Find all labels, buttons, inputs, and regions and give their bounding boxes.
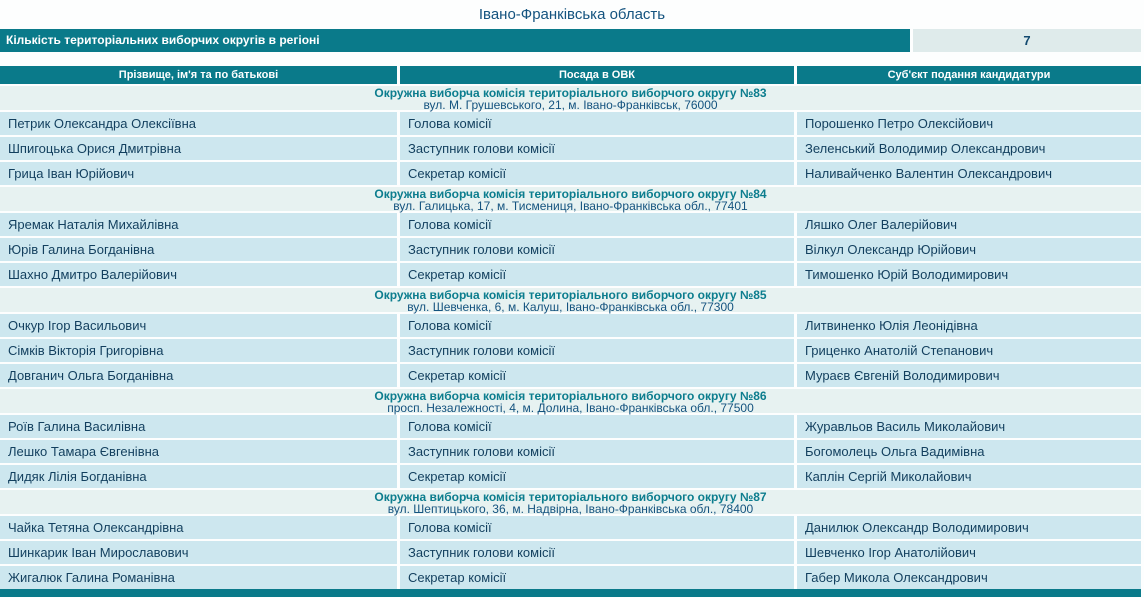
table-row: [0, 112, 1141, 135]
position-cell: Заступник голови комісії: [400, 541, 794, 564]
subject-cell: Богомолець Ольга Вадимівна: [797, 440, 1141, 463]
member-name-cell: Лешко Тамара Євгенівна: [0, 440, 397, 463]
district-address: вул. Шевченка, 6, м. Калуш, Івано-Франківська обл., 77300: [407, 300, 734, 314]
district-address: вул. М. Грушевського, 21, м. Івано-Франківськ, 76000: [423, 98, 718, 112]
member-name-cell: Шинкарик Іван Мирославович: [0, 541, 397, 564]
table-row: [0, 541, 1141, 564]
table-row: [0, 465, 1141, 488]
district-section: [0, 490, 1144, 589]
position-cell: Секретар комісії: [400, 364, 794, 387]
position-cell: Голова комісії: [400, 516, 794, 539]
position-cell: Заступник голови комісії: [400, 238, 794, 261]
member-name-cell: Петрик Олександра Олексіївна: [0, 112, 397, 135]
table-row: [0, 162, 1141, 185]
member-name-cell: Жигалюк Галина Романівна: [0, 566, 397, 589]
subject-cell: Гриценко Анатолій Степанович: [797, 339, 1141, 362]
position-cell: Заступник голови комісії: [400, 440, 794, 463]
position-cell: Голова комісії: [400, 112, 794, 135]
district-address: просп. Незалежності, 4, м. Долина, Івано-Франківська обл., 77500: [387, 401, 754, 415]
table-row: [0, 566, 1141, 589]
district-address: вул. Шептицького, 36, м. Надвірна, Івано-Франківська обл., 78400: [387, 502, 754, 516]
position-cell: Секретар комісії: [400, 465, 794, 488]
table-row: [0, 339, 1141, 362]
member-name-cell: Довганич Ольга Богданівна: [0, 364, 397, 387]
position-cell: Секретар комісії: [400, 263, 794, 286]
member-name-cell: Шпигоцька Орися Дмитрівна: [0, 137, 397, 160]
summary-bar: [0, 29, 1144, 52]
next-section-bar-partial: [0, 589, 1141, 597]
column-header-name: Прізвище, ім'я та по батькові: [0, 66, 397, 84]
summary-label: Кількість територіальних виборчих округів в регіоні: [0, 29, 910, 52]
district-section: [0, 86, 1144, 185]
page-title: Івано-Франківська область: [478, 6, 666, 23]
member-name-cell: Яремак Наталія Михайлівна: [0, 213, 397, 236]
district-title: Окружна виборча комісія територіального виборчого округу №87: [374, 490, 767, 504]
table-header-row: [0, 66, 1141, 84]
position-cell: Заступник голови комісії: [400, 137, 794, 160]
column-header-position: Посада в ОВК: [400, 66, 794, 84]
table-row: [0, 516, 1141, 539]
district-header: [0, 389, 1141, 413]
district-header: [0, 288, 1141, 312]
position-cell: Голова комісії: [400, 314, 794, 337]
district-section: [0, 288, 1144, 387]
member-name-cell: Сімків Вікторія Григорівна: [0, 339, 397, 362]
district-address: вул. Галицька, 17, м. Тисмениця, Івано-Франківська обл., 77401: [393, 199, 748, 213]
position-cell: Секретар комісії: [400, 162, 794, 185]
member-name-cell: Дидяк Лілія Богданівна: [0, 465, 397, 488]
member-name-cell: Чайка Тетяна Олександрівна: [0, 516, 397, 539]
subject-cell: Зеленський Володимир Олександрович: [797, 137, 1141, 160]
table-row: [0, 415, 1141, 438]
table-row: [0, 137, 1141, 160]
table-row: [0, 213, 1141, 236]
subject-cell: Порошенко Петро Олексійович: [797, 112, 1141, 135]
subject-cell: Тимошенко Юрій Володимирович: [797, 263, 1141, 286]
summary-value: 7: [913, 29, 1141, 52]
district-title: Окружна виборча комісія територіального виборчого округу №83: [374, 86, 767, 100]
district-section: [0, 389, 1144, 488]
table-row: [0, 440, 1141, 463]
table-row: [0, 263, 1141, 286]
district-title: Окружна виборча комісія територіального виборчого округу №85: [374, 288, 767, 302]
member-name-cell: Роїв Галина Василівна: [0, 415, 397, 438]
subject-cell: Данилюк Олександр Володимирович: [797, 516, 1141, 539]
table-row: [0, 314, 1141, 337]
district-title: Окружна виборча комісія територіального виборчого округу №84: [374, 187, 767, 201]
district-section: [0, 187, 1144, 286]
member-name-cell: Шахно Дмитро Валерійович: [0, 263, 397, 286]
subject-cell: Литвиненко Юлія Леонідівна: [797, 314, 1141, 337]
subject-cell: Мураєв Євгеній Володимирович: [797, 364, 1141, 387]
subject-cell: Габер Микола Олександрович: [797, 566, 1141, 589]
district-header: [0, 86, 1141, 110]
position-cell: Голова комісії: [400, 213, 794, 236]
subject-cell: Ляшко Олег Валерійович: [797, 213, 1141, 236]
member-name-cell: Очкур Ігор Васильович: [0, 314, 397, 337]
commission-table-body: [0, 86, 1144, 589]
district-header: [0, 187, 1141, 211]
subject-cell: Наливайченко Валентин Олександрович: [797, 162, 1141, 185]
district-title: Окружна виборча комісія територіального виборчого округу №86: [374, 389, 767, 403]
district-header: [0, 490, 1141, 514]
member-name-cell: Юрів Галина Богданівна: [0, 238, 397, 261]
subject-cell: Вілкул Олександр Юрійович: [797, 238, 1141, 261]
position-cell: Заступник голови комісії: [400, 339, 794, 362]
table-row: [0, 238, 1141, 261]
member-name-cell: Грица Іван Юрійович: [0, 162, 397, 185]
column-header-subject: Суб'єкт подання кандидатури: [797, 66, 1141, 84]
subject-cell: Журавльов Василь Миколайович: [797, 415, 1141, 438]
subject-cell: Шевченко Ігор Анатолійович: [797, 541, 1141, 564]
subject-cell: Каплін Сергій Миколайович: [797, 465, 1141, 488]
table-row: [0, 364, 1141, 387]
position-cell: Секретар комісії: [400, 566, 794, 589]
position-cell: Голова комісії: [400, 415, 794, 438]
